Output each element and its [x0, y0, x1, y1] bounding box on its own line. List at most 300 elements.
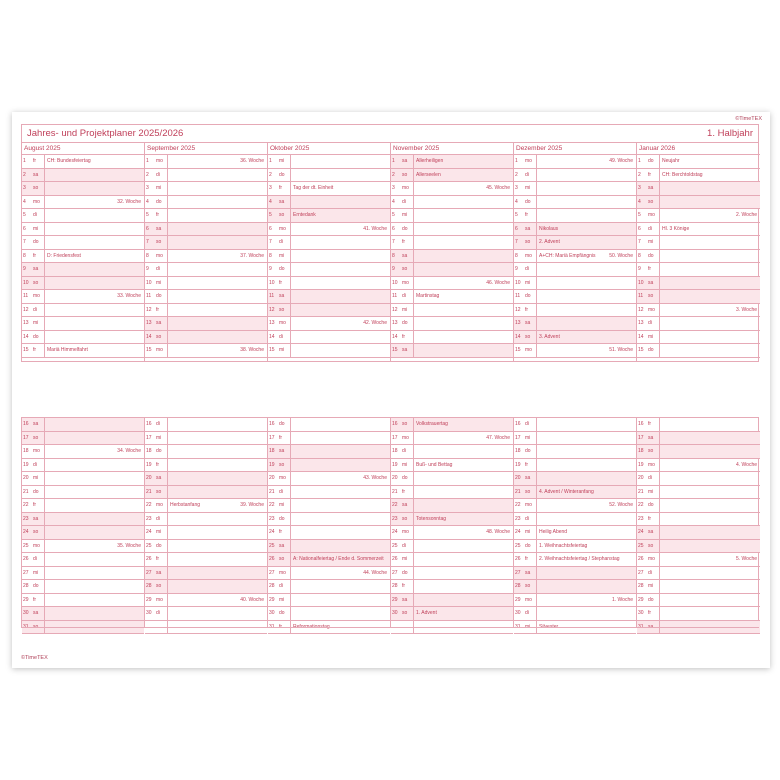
- day-row[interactable]: [514, 459, 636, 473]
- day-row[interactable]: [22, 317, 144, 331]
- row-divider: [290, 553, 291, 566]
- day-row[interactable]: [391, 182, 513, 196]
- day-row[interactable]: [637, 209, 760, 223]
- day-row[interactable]: [22, 580, 144, 594]
- day-row[interactable]: [145, 499, 267, 513]
- day-row[interactable]: [22, 553, 144, 567]
- day-row[interactable]: [637, 290, 760, 304]
- day-row[interactable]: [514, 290, 636, 304]
- day-row[interactable]: [268, 594, 390, 608]
- day-row[interactable]: [145, 223, 267, 237]
- weekday: fr: [402, 488, 406, 495]
- day-row[interactable]: [22, 344, 144, 358]
- day-row[interactable]: [268, 236, 390, 250]
- day-row[interactable]: [268, 513, 390, 527]
- weekday: sa: [525, 225, 531, 232]
- event-label: Reformationstag: [293, 623, 330, 630]
- row-divider: [290, 567, 291, 580]
- day-row[interactable]: [268, 317, 390, 331]
- row-divider: [290, 594, 291, 607]
- day-number: 1: [146, 158, 149, 164]
- row-divider: [536, 196, 537, 209]
- day-row[interactable]: [637, 155, 760, 169]
- day-row[interactable]: [268, 304, 390, 318]
- day-row[interactable]: [637, 182, 760, 196]
- day-number: 25: [392, 542, 398, 549]
- row-divider: [290, 445, 291, 458]
- day-number: 21: [392, 488, 398, 495]
- day-row[interactable]: [268, 331, 390, 345]
- event-label: Mariä Himmelfahrt: [47, 347, 88, 353]
- day-row[interactable]: [268, 445, 390, 459]
- weekday: fr: [648, 421, 652, 427]
- row-divider: [290, 432, 291, 445]
- day-row[interactable]: [268, 277, 390, 291]
- weekday: do: [156, 448, 162, 454]
- day-number: 9: [638, 266, 641, 272]
- event-label: Hl. 3 Könige: [662, 225, 690, 232]
- weekday: fr: [648, 171, 652, 178]
- day-row[interactable]: [145, 317, 267, 331]
- day-row[interactable]: [145, 277, 267, 291]
- day-row[interactable]: [22, 513, 144, 527]
- day-number: 22: [269, 502, 275, 508]
- day-number: 17: [638, 434, 644, 441]
- day-row[interactable]: [268, 250, 390, 264]
- day-row[interactable]: [637, 196, 760, 210]
- day-row[interactable]: [145, 155, 267, 169]
- weekday: di: [279, 488, 283, 495]
- day-row[interactable]: [514, 277, 636, 291]
- day-row[interactable]: [145, 553, 267, 567]
- day-row[interactable]: [145, 182, 267, 196]
- day-row[interactable]: [145, 486, 267, 500]
- day-row[interactable]: [268, 209, 390, 223]
- row-divider: [536, 418, 537, 431]
- week-number: 32. Woche: [117, 198, 141, 205]
- day-row[interactable]: [637, 540, 760, 554]
- day-row[interactable]: [145, 594, 267, 608]
- day-row[interactable]: [145, 418, 267, 432]
- day-number: 4: [23, 198, 26, 205]
- day-row[interactable]: [268, 580, 390, 594]
- row-divider: [44, 499, 45, 512]
- row-divider: [536, 209, 537, 222]
- day-row[interactable]: [391, 196, 513, 210]
- day-row[interactable]: [391, 486, 513, 500]
- day-number: 2: [638, 171, 641, 178]
- weekday: sa: [279, 542, 285, 549]
- day-number: 21: [23, 488, 29, 495]
- row-divider: [290, 209, 291, 222]
- day-row[interactable]: [22, 169, 144, 183]
- day-row[interactable]: [514, 472, 636, 486]
- day-row[interactable]: [637, 567, 760, 581]
- day-row[interactable]: [22, 182, 144, 196]
- day-row[interactable]: [268, 432, 390, 446]
- row-divider: [659, 567, 660, 580]
- day-row[interactable]: [145, 472, 267, 486]
- day-row[interactable]: [514, 263, 636, 277]
- row-divider: [167, 304, 168, 317]
- day-row[interactable]: [145, 567, 267, 581]
- day-number: 28: [515, 583, 521, 589]
- row-divider: [44, 418, 45, 431]
- day-row[interactable]: [145, 445, 267, 459]
- day-row[interactable]: [514, 499, 636, 513]
- day-row[interactable]: [145, 169, 267, 183]
- day-row[interactable]: [637, 331, 760, 345]
- day-row[interactable]: [637, 277, 760, 291]
- day-row[interactable]: [268, 418, 390, 432]
- day-number: 3: [638, 185, 641, 191]
- day-number: 2: [392, 171, 395, 178]
- day-row[interactable]: [391, 607, 513, 621]
- day-row[interactable]: [637, 607, 760, 621]
- day-row[interactable]: [391, 580, 513, 594]
- day-row[interactable]: [22, 304, 144, 318]
- weekday: mi: [402, 461, 408, 468]
- day-row[interactable]: [391, 277, 513, 291]
- row-divider: [413, 459, 414, 472]
- day-row[interactable]: [268, 263, 390, 277]
- day-row[interactable]: [391, 594, 513, 608]
- day-row[interactable]: [514, 182, 636, 196]
- day-row[interactable]: [391, 317, 513, 331]
- day-row[interactable]: [268, 499, 390, 513]
- day-number: 6: [146, 225, 149, 232]
- day-row[interactable]: [145, 344, 267, 358]
- day-row[interactable]: [637, 263, 760, 277]
- day-number: 24: [515, 529, 521, 535]
- day-number: 25: [638, 542, 644, 549]
- day-number: 28: [392, 583, 398, 589]
- day-row[interactable]: [514, 223, 636, 237]
- day-row[interactable]: [268, 526, 390, 540]
- weekday: so: [402, 171, 408, 178]
- day-row[interactable]: [514, 331, 636, 345]
- day-row[interactable]: [391, 553, 513, 567]
- weekday: so: [33, 434, 39, 441]
- weekday: di: [402, 448, 406, 454]
- day-number: 19: [392, 461, 398, 468]
- day-number: 23: [269, 515, 275, 522]
- day-row[interactable]: [514, 486, 636, 500]
- day-row[interactable]: [514, 526, 636, 540]
- day-row[interactable]: [637, 236, 760, 250]
- day-number: 24: [146, 529, 152, 535]
- day-row[interactable]: [637, 223, 760, 237]
- day-row[interactable]: [637, 472, 760, 486]
- day-row[interactable]: [637, 169, 760, 183]
- row-divider: [659, 580, 660, 593]
- day-row[interactable]: [145, 540, 267, 554]
- day-row[interactable]: [514, 594, 636, 608]
- row-divider: [659, 182, 660, 195]
- day-row[interactable]: [637, 594, 760, 608]
- day-row[interactable]: [391, 459, 513, 473]
- week-number: 40. Woche: [240, 596, 264, 603]
- day-row[interactable]: [145, 580, 267, 594]
- day-row[interactable]: [268, 567, 390, 581]
- day-row[interactable]: [145, 196, 267, 210]
- row-divider: [659, 526, 660, 539]
- weekday: mi: [156, 529, 162, 535]
- day-number: 3: [515, 185, 518, 191]
- weekday: so: [33, 623, 39, 630]
- day-row[interactable]: [22, 472, 144, 486]
- day-row[interactable]: [391, 250, 513, 264]
- row-divider: [413, 236, 414, 249]
- row-divider: [44, 263, 45, 276]
- day-row[interactable]: [637, 432, 760, 446]
- day-row[interactable]: [637, 344, 760, 358]
- day-row[interactable]: [22, 526, 144, 540]
- day-row[interactable]: [637, 317, 760, 331]
- row-divider: [167, 155, 168, 168]
- day-row[interactable]: [514, 567, 636, 581]
- day-row[interactable]: [22, 418, 144, 432]
- day-row[interactable]: [514, 344, 636, 358]
- day-row[interactable]: [22, 499, 144, 513]
- day-row[interactable]: [391, 513, 513, 527]
- week-number: 52. Woche: [609, 502, 633, 508]
- day-row[interactable]: [637, 459, 760, 473]
- day-row[interactable]: [268, 472, 390, 486]
- day-row[interactable]: [268, 459, 390, 473]
- day-row[interactable]: [637, 445, 760, 459]
- day-row[interactable]: [391, 236, 513, 250]
- event-label: Neujahr: [662, 158, 680, 164]
- weekday: sa: [525, 569, 531, 576]
- day-row[interactable]: [145, 304, 267, 318]
- row-divider: [290, 540, 291, 553]
- day-number: 22: [392, 502, 398, 508]
- day-row[interactable]: [514, 196, 636, 210]
- day-row[interactable]: [391, 445, 513, 459]
- day-row[interactable]: [22, 209, 144, 223]
- day-row[interactable]: [22, 155, 144, 169]
- day-row[interactable]: [22, 486, 144, 500]
- weekday: mo: [648, 461, 655, 468]
- day-number: 6: [638, 225, 641, 232]
- day-row[interactable]: [268, 344, 390, 358]
- day-row[interactable]: [514, 317, 636, 331]
- weekday: mo: [33, 293, 40, 299]
- day-row[interactable]: [514, 155, 636, 169]
- day-row[interactable]: [268, 196, 390, 210]
- day-number: 8: [392, 252, 395, 259]
- day-row[interactable]: [391, 304, 513, 318]
- half-year-label: 1. Halbjahr: [707, 128, 753, 139]
- weekday: fr: [402, 583, 406, 589]
- day-row[interactable]: [391, 331, 513, 345]
- day-row[interactable]: [145, 263, 267, 277]
- weekday: do: [402, 475, 408, 481]
- day-row[interactable]: [22, 331, 144, 345]
- day-row[interactable]: [268, 540, 390, 554]
- day-row[interactable]: [22, 277, 144, 291]
- day-number: 8: [146, 252, 149, 259]
- day-row[interactable]: [268, 553, 390, 567]
- day-row[interactable]: [514, 209, 636, 223]
- row-divider: [413, 526, 414, 539]
- month-title: November 2025: [391, 143, 513, 155]
- row-divider: [44, 331, 45, 344]
- weekday: di: [402, 198, 406, 205]
- day-row[interactable]: [145, 459, 267, 473]
- weekday: so: [648, 448, 654, 454]
- day-row[interactable]: [145, 607, 267, 621]
- row-divider: [290, 290, 291, 303]
- day-row[interactable]: [514, 540, 636, 554]
- day-row[interactable]: [514, 169, 636, 183]
- day-row[interactable]: [22, 250, 144, 264]
- day-row[interactable]: [514, 418, 636, 432]
- day-row[interactable]: [391, 344, 513, 358]
- day-row[interactable]: [145, 526, 267, 540]
- day-row[interactable]: [514, 580, 636, 594]
- day-row[interactable]: [514, 553, 636, 567]
- day-row[interactable]: [22, 459, 144, 473]
- day-row[interactable]: [391, 540, 513, 554]
- week-number: 44. Woche: [363, 569, 387, 576]
- day-row[interactable]: [637, 580, 760, 594]
- day-row[interactable]: [637, 513, 760, 527]
- row-divider: [659, 445, 660, 458]
- day-row[interactable]: [391, 472, 513, 486]
- day-row[interactable]: [145, 290, 267, 304]
- day-row[interactable]: [268, 486, 390, 500]
- day-row[interactable]: [514, 432, 636, 446]
- day-row[interactable]: [391, 499, 513, 513]
- day-row[interactable]: [637, 553, 760, 567]
- week-number: 43. Woche: [363, 475, 387, 481]
- day-row[interactable]: [22, 445, 144, 459]
- day-number: 2: [23, 171, 26, 178]
- day-row[interactable]: [391, 526, 513, 540]
- day-number: 25: [515, 542, 521, 549]
- day-row[interactable]: [22, 567, 144, 581]
- row-divider: [167, 331, 168, 344]
- day-row[interactable]: [22, 290, 144, 304]
- day-row[interactable]: [145, 331, 267, 345]
- day-row[interactable]: [145, 236, 267, 250]
- calendar-block-top: [21, 142, 759, 361]
- row-divider: [290, 486, 291, 499]
- day-number: 26: [146, 556, 152, 562]
- day-row[interactable]: [391, 223, 513, 237]
- day-number: 17: [269, 434, 275, 441]
- day-row[interactable]: [145, 432, 267, 446]
- row-divider: [167, 418, 168, 431]
- day-number: 8: [638, 252, 641, 259]
- day-row[interactable]: [268, 607, 390, 621]
- row-divider: [659, 317, 660, 330]
- day-row[interactable]: [268, 155, 390, 169]
- weekday: fr: [156, 556, 160, 562]
- day-row[interactable]: [145, 250, 267, 264]
- row-divider: [44, 209, 45, 222]
- day-row[interactable]: [391, 169, 513, 183]
- day-row[interactable]: [514, 513, 636, 527]
- weekday: sa: [525, 320, 531, 326]
- weekday: fr: [33, 158, 37, 164]
- weekday: mo: [156, 596, 163, 603]
- weekday: mi: [156, 434, 162, 441]
- weekday: fr: [525, 306, 529, 313]
- row-divider: [659, 304, 660, 317]
- day-row[interactable]: [514, 445, 636, 459]
- day-row[interactable]: [391, 263, 513, 277]
- day-number: 17: [146, 434, 152, 441]
- day-number: 1: [515, 158, 518, 164]
- day-row[interactable]: [22, 236, 144, 250]
- day-row[interactable]: [637, 526, 760, 540]
- day-number: 2: [146, 171, 149, 178]
- day-row[interactable]: [268, 290, 390, 304]
- weekday: fr: [279, 529, 283, 535]
- day-row[interactable]: [22, 263, 144, 277]
- day-row[interactable]: [268, 169, 390, 183]
- day-row[interactable]: [637, 250, 760, 264]
- day-row[interactable]: [22, 432, 144, 446]
- day-row[interactable]: [22, 223, 144, 237]
- row-divider: [290, 580, 291, 593]
- event-label: Silvester: [539, 623, 559, 630]
- day-row[interactable]: [514, 236, 636, 250]
- day-row[interactable]: [145, 513, 267, 527]
- day-row[interactable]: [391, 418, 513, 432]
- week-number: 1. Woche: [611, 596, 633, 603]
- day-row[interactable]: [637, 486, 760, 500]
- day-number: 6: [392, 225, 395, 232]
- day-row[interactable]: [22, 196, 144, 210]
- day-row[interactable]: [637, 418, 760, 432]
- weekday: mo: [525, 596, 532, 603]
- day-number: 27: [392, 569, 398, 576]
- day-row[interactable]: [514, 607, 636, 621]
- weekday: sa: [648, 434, 654, 441]
- event-label: Allerheiligen: [416, 158, 444, 164]
- event-label: Totensonntag: [416, 515, 447, 522]
- weekday: so: [525, 488, 531, 495]
- weekday: mo: [279, 569, 286, 576]
- day-row[interactable]: [514, 250, 636, 264]
- day-row[interactable]: [391, 155, 513, 169]
- day-number: 13: [392, 320, 398, 326]
- day-number: 21: [515, 488, 521, 495]
- day-row[interactable]: [22, 594, 144, 608]
- day-row[interactable]: [268, 223, 390, 237]
- day-row[interactable]: [637, 304, 760, 318]
- day-number: 10: [269, 279, 275, 286]
- day-row[interactable]: [391, 209, 513, 223]
- row-divider: [167, 432, 168, 445]
- weekday: so: [648, 542, 654, 549]
- day-row[interactable]: [637, 499, 760, 513]
- day-row[interactable]: [514, 304, 636, 318]
- day-row[interactable]: [391, 290, 513, 304]
- day-row[interactable]: [145, 209, 267, 223]
- day-number: 30: [146, 610, 152, 616]
- day-row[interactable]: [22, 607, 144, 621]
- day-row[interactable]: [268, 182, 390, 196]
- day-number: 21: [269, 488, 275, 495]
- day-row[interactable]: [391, 567, 513, 581]
- day-row[interactable]: [391, 432, 513, 446]
- day-row[interactable]: [22, 540, 144, 554]
